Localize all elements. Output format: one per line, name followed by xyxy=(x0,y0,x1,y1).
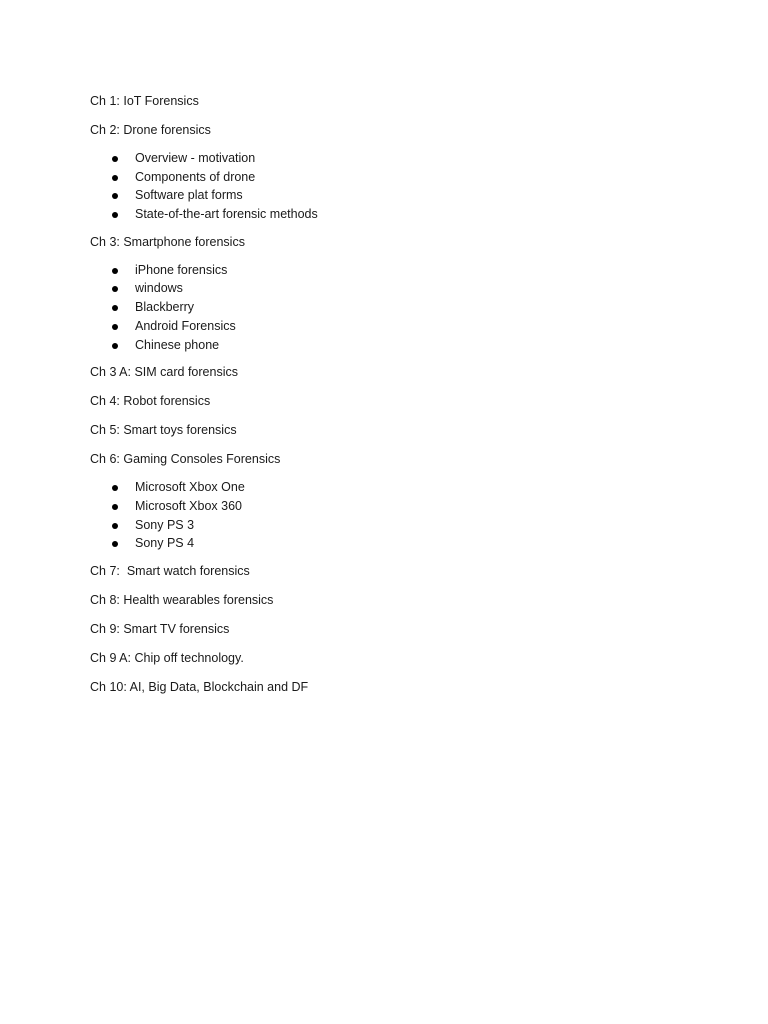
bullet-icon xyxy=(112,485,118,491)
list-item xyxy=(90,205,690,224)
list-item xyxy=(90,516,690,535)
chapter-heading: Ch 3: Smartphone forensics xyxy=(90,234,245,249)
bullet-icon xyxy=(112,212,118,218)
list-item xyxy=(90,279,690,298)
chapter-heading: Ch 10: AI, Big Data, Blockchain and DF xyxy=(90,679,309,694)
list-item xyxy=(90,298,690,317)
list-item xyxy=(90,261,690,280)
chapter-heading: Ch 3 A: SIM card forensics xyxy=(90,365,238,380)
list-item-label: windows xyxy=(135,281,183,296)
list-item-label: Chinese phone xyxy=(135,337,220,352)
list-item-label: Microsoft Xbox 360 xyxy=(135,498,242,513)
chapter-heading: Ch 9: Smart TV forensics xyxy=(90,621,230,636)
bullet-icon xyxy=(112,523,118,529)
bullet-icon xyxy=(112,305,118,311)
list-item-label: Android Forensics xyxy=(135,318,236,333)
list-item xyxy=(90,168,690,187)
chapter-heading: Ch 4: Robot forensics xyxy=(90,394,211,409)
list-item-label: Blackberry xyxy=(135,300,195,315)
list-item xyxy=(90,317,690,336)
list-item xyxy=(90,478,690,497)
list-item xyxy=(90,186,690,205)
bullet-icon xyxy=(112,286,118,292)
chapter-topic-list xyxy=(90,149,690,224)
chapter-heading: Ch 1: IoT Forensics xyxy=(90,94,199,108)
list-item xyxy=(90,534,690,553)
chapter-topic-list xyxy=(90,261,690,354)
list-item-label: Components of drone xyxy=(135,169,256,184)
list-item-label: iPhone forensics xyxy=(135,262,228,277)
list-item xyxy=(90,336,690,355)
chapter-heading: Ch 2: Drone forensics xyxy=(90,123,211,137)
list-item xyxy=(90,497,690,516)
list-item-label: Sony PS 3 xyxy=(135,517,195,532)
list-item-label: Overview - motivation xyxy=(135,151,256,165)
list-item-label: State-of-the-art forensic methods xyxy=(135,207,318,222)
bullet-icon xyxy=(112,156,118,162)
chapter-topic-list xyxy=(90,478,690,553)
chapter-list xyxy=(90,93,690,708)
chapter-heading: Ch 8: Health wearables forensics xyxy=(90,592,274,607)
chapter-heading: Ch 7: Smart watch forensics xyxy=(90,563,250,578)
bullet-icon xyxy=(112,541,118,547)
chapter-heading: Ch 6: Gaming Consoles Forensics xyxy=(90,452,281,467)
bullet-icon xyxy=(112,504,118,510)
bullet-icon xyxy=(112,193,118,199)
chapter-heading: Ch 5: Smart toys forensics xyxy=(90,423,237,438)
list-item-label: Sony PS 4 xyxy=(135,536,195,551)
bullet-icon xyxy=(112,324,118,330)
list-item-label: Software plat forms xyxy=(135,188,243,203)
bullet-icon xyxy=(112,175,118,181)
bullet-icon xyxy=(112,268,118,274)
bullet-icon xyxy=(112,343,118,349)
list-item xyxy=(90,149,690,168)
chapter-heading: Ch 9 A: Chip off technology. xyxy=(90,650,244,665)
list-item-label: Microsoft Xbox One xyxy=(135,480,245,495)
